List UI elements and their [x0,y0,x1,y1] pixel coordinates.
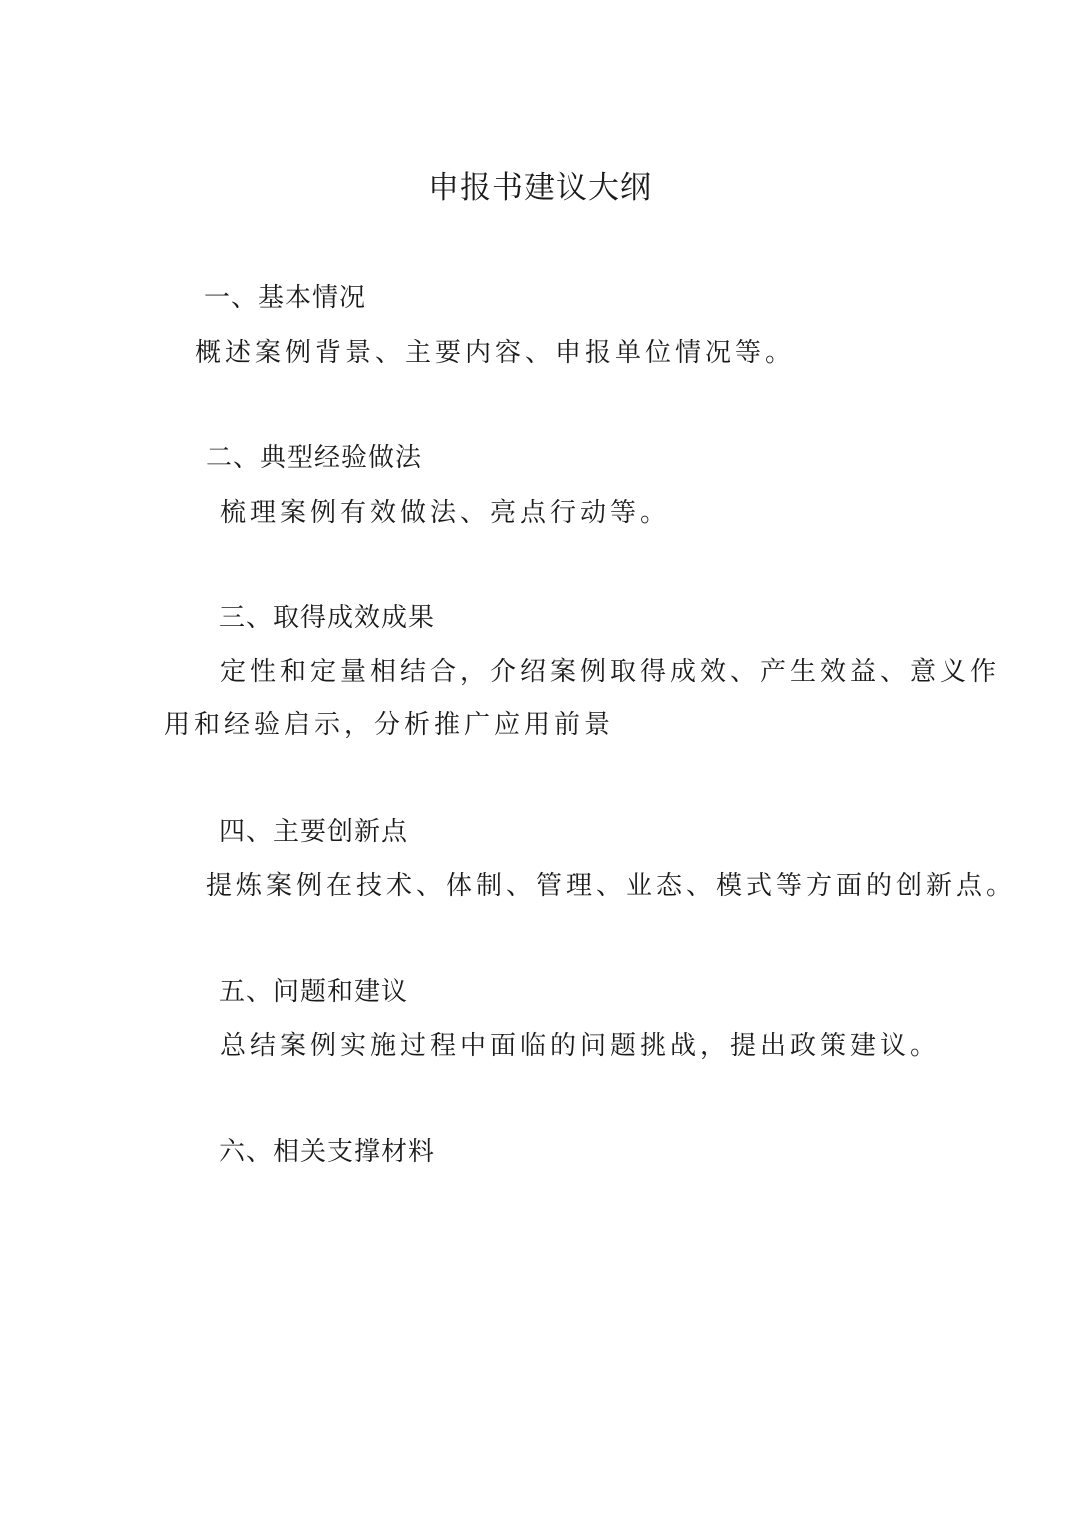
section-heading-innovation: 四、主要创新点 [219,817,409,847]
document-title: 申报书建议大纲 [428,170,652,206]
section-body-basic-info: 概述案例背景、主要内容、申报单位情况等。 [195,338,796,368]
section-heading-issues: 五、问题和建议 [219,977,409,1007]
section-body-results-line-2: 用和经验启示，分析推广应用前景 [164,710,615,740]
section-heading-results: 三、取得成效成果 [219,603,436,633]
section-body-experience: 梳理案例有效做法、亮点行动等。 [220,498,671,528]
section-heading-experience: 二、典型经验做法 [206,443,423,473]
section-body-results-line-1: 定性和定量相结合，介绍案例取得成效、产生效益、意义作 [220,657,1001,687]
section-heading-basic-info: 一、基本情况 [204,283,367,313]
section-body-innovation: 提炼案例在技术、体制、管理、业态、模式等方面的创新点。 [206,871,1017,901]
section-body-issues: 总结案例实施过程中面临的问题挑战，提出政策建议。 [220,1031,941,1061]
section-heading-supporting-materials: 六、相关支撑材料 [219,1137,436,1167]
